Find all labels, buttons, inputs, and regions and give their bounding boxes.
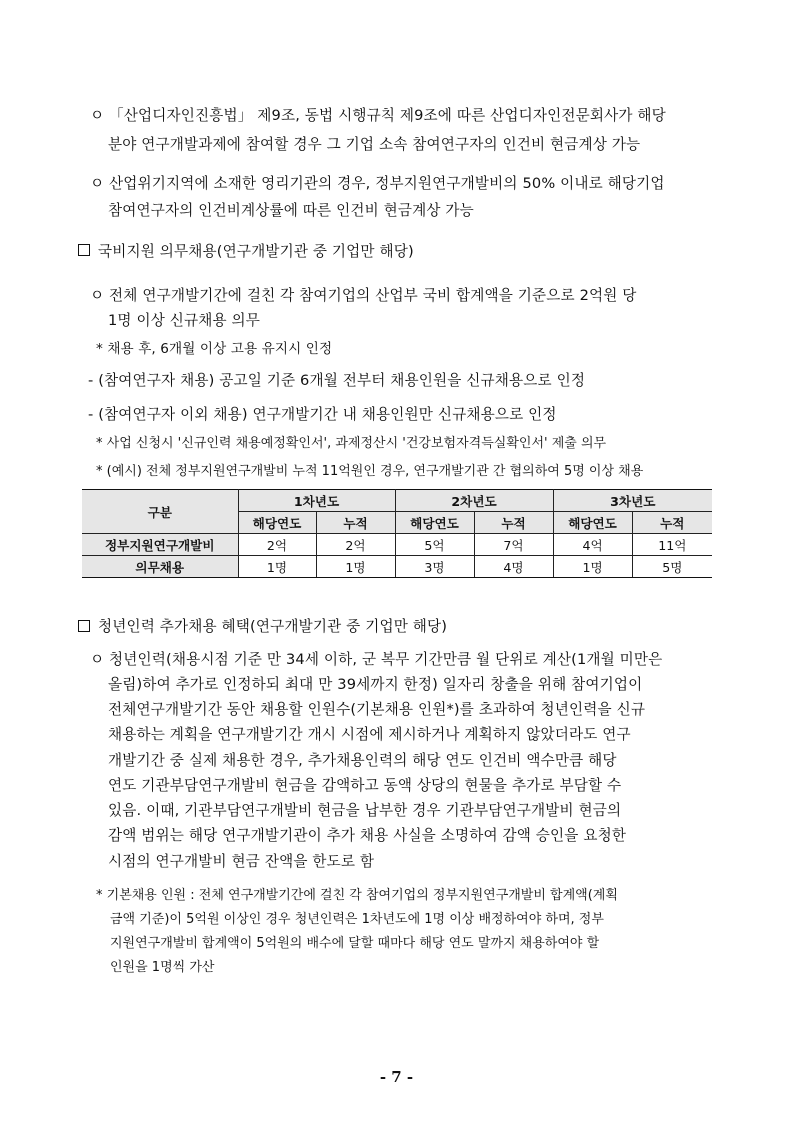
- section1-note2: * 사업 신청시 '신규인력 채용예정확인서', 과제정산시 '건강보험자격득실확인서' 제출 의무: [96, 436, 607, 451]
- section2-para-line: 개발기간 중 실제 채용한 경우, 추가채용인력의 해당 연도 인건비 액수만큼 해당: [108, 752, 617, 769]
- table-cell: 7억: [474, 534, 553, 556]
- table-subheader: 해당연도: [395, 512, 474, 534]
- table-cell: 5명: [632, 556, 712, 578]
- section2-para-line: 연도 기관부담연구개발비 현금을 감액하고 동액 상당의 현물을 추가로 부담할 수: [108, 777, 622, 794]
- section2-note-line: 금액 기준)이 5억원 이상인 경우 청년인력은 1차년도에 1명 이상 배정하여야 하며, 정부: [110, 912, 604, 927]
- table-cell: 3명: [395, 556, 474, 578]
- table-cell: 4억: [553, 534, 632, 556]
- table-cell: 1명: [553, 556, 632, 578]
- section2-para-line: 올림)하여 추가로 인정하되 최대 만 39세까지 한정) 일자리 창출을 위해 참여기업이: [108, 676, 643, 693]
- table-subheader: 누적: [474, 512, 553, 534]
- table-cell: 1명: [238, 556, 316, 578]
- table-row: [82, 534, 712, 556]
- section2-para-line: 있음. 이때, 기관부담연구개발비 현금을 납부한 경우 기관부담연구개발비 현금의: [108, 802, 622, 819]
- section2-para-line: 감액 범위는 해당 연구개발기관이 추가 채용 사실을 소명하여 감액 승인을 요청한: [108, 827, 627, 844]
- table-subheader: 누적: [316, 512, 395, 534]
- section2-note-line: 인원을 1명씩 가산: [110, 960, 215, 975]
- table-subheader: 해당연도: [238, 512, 316, 534]
- section1-title: 국비지원 의무채용(연구개발기관 중 기업만 해당): [98, 243, 414, 260]
- section1-note3: * (예시) 전체 정부지원연구개발비 누적 11억원인 경우, 연구개발기관 간 협의하여 5명 이상 채용: [96, 464, 644, 479]
- section1-note1: * 채용 후, 6개월 이상 고용 유지시 인정: [96, 341, 333, 357]
- bullet-crisis-region-line2: 참여연구자의 인건비계상률에 따른 인건비 현금계상 가능: [108, 202, 474, 219]
- table-cell: 4명: [474, 556, 553, 578]
- table-cell: 1명: [316, 556, 395, 578]
- table-row: [82, 556, 712, 578]
- table-cell: 2억: [238, 534, 316, 556]
- section-checkbox-icon: [78, 244, 90, 256]
- section1-item1-line2: 1명 이상 신규채용 의무: [108, 312, 261, 329]
- section1-dash2: - (참여연구자 이외 채용) 연구개발기간 내 채용인원만 신규채용으로 인정: [88, 406, 557, 423]
- bullet-crisis-region-line1: ㅇ 산업위기지역에 소재한 영리기관의 경우, 정부지원연구개발비의 50% 이내로 해당기업: [90, 175, 665, 192]
- table-cell: 11억: [632, 534, 712, 556]
- obligation-table: [82, 489, 712, 578]
- table-row-label: 정부지원연구개발비: [82, 534, 238, 556]
- section2-para-line: 전체연구개발기간 동안 채용할 인원수(기본채용 인원*)를 초과하여 청년인력을 신규: [108, 701, 646, 718]
- section2-para-line: 시점의 연구개발비 현금 잔액을 한도로 함: [108, 853, 375, 870]
- bullet-design-company-line2: 분야 연구개발과제에 참여할 경우 그 기업 소속 참여연구자의 인건비 현금계상 가능: [108, 136, 641, 153]
- section-checkbox-icon: [78, 620, 90, 632]
- table-cell: 2억: [316, 534, 395, 556]
- section1-dash1: - (참여연구자 채용) 공고일 기준 6개월 전부터 채용인원을 신규채용으로 인정: [88, 372, 586, 389]
- table-year-header: 3차년도: [553, 490, 712, 512]
- section2-para-line: ㅇ 청년인력(채용시점 기준 만 34세 이하, 군 복무 기간만큼 월 단위로 계산(1개월 미만은: [90, 651, 663, 668]
- bullet-design-company-line1: ㅇ 「산업디자인진흥법」 제9조, 동법 시행규칙 제9조에 따른 산업디자인전문회사가 해당: [90, 107, 666, 124]
- section2-note-line: 지원연구개발비 합계액이 5억원의 배수에 달할 때마다 해당 연도 말까지 채용하여야 할: [110, 936, 600, 951]
- table-corner: 구분: [82, 490, 238, 534]
- table-year-header: 1차년도: [238, 490, 395, 512]
- table-row-label: 의무채용: [82, 556, 238, 578]
- section2-title: 청년인력 추가채용 혜택(연구개발기관 중 기업만 해당): [98, 618, 448, 635]
- section1-item1-line1: ㅇ 전체 연구개발기간에 걸친 각 참여기업의 산업부 국비 합계액을 기준으로 2억원 당: [90, 287, 637, 304]
- page-number: - 7 -: [379, 1068, 414, 1086]
- table-year-header: 2차년도: [395, 490, 553, 512]
- table-subheader: 누적: [632, 512, 712, 534]
- table-cell: 5억: [395, 534, 474, 556]
- section2-note-line: * 기본채용 인원 : 전체 연구개발기간에 걸친 각 참여기업의 정부지원연구개발비 합계액(계획: [96, 888, 618, 903]
- table-subheader: 해당연도: [553, 512, 632, 534]
- section2-para-line: 채용하는 계획을 연구개발기간 개시 시점에 제시하거나 계획하지 않았더라도 연구: [108, 726, 631, 743]
- table-header-row: [82, 490, 712, 512]
